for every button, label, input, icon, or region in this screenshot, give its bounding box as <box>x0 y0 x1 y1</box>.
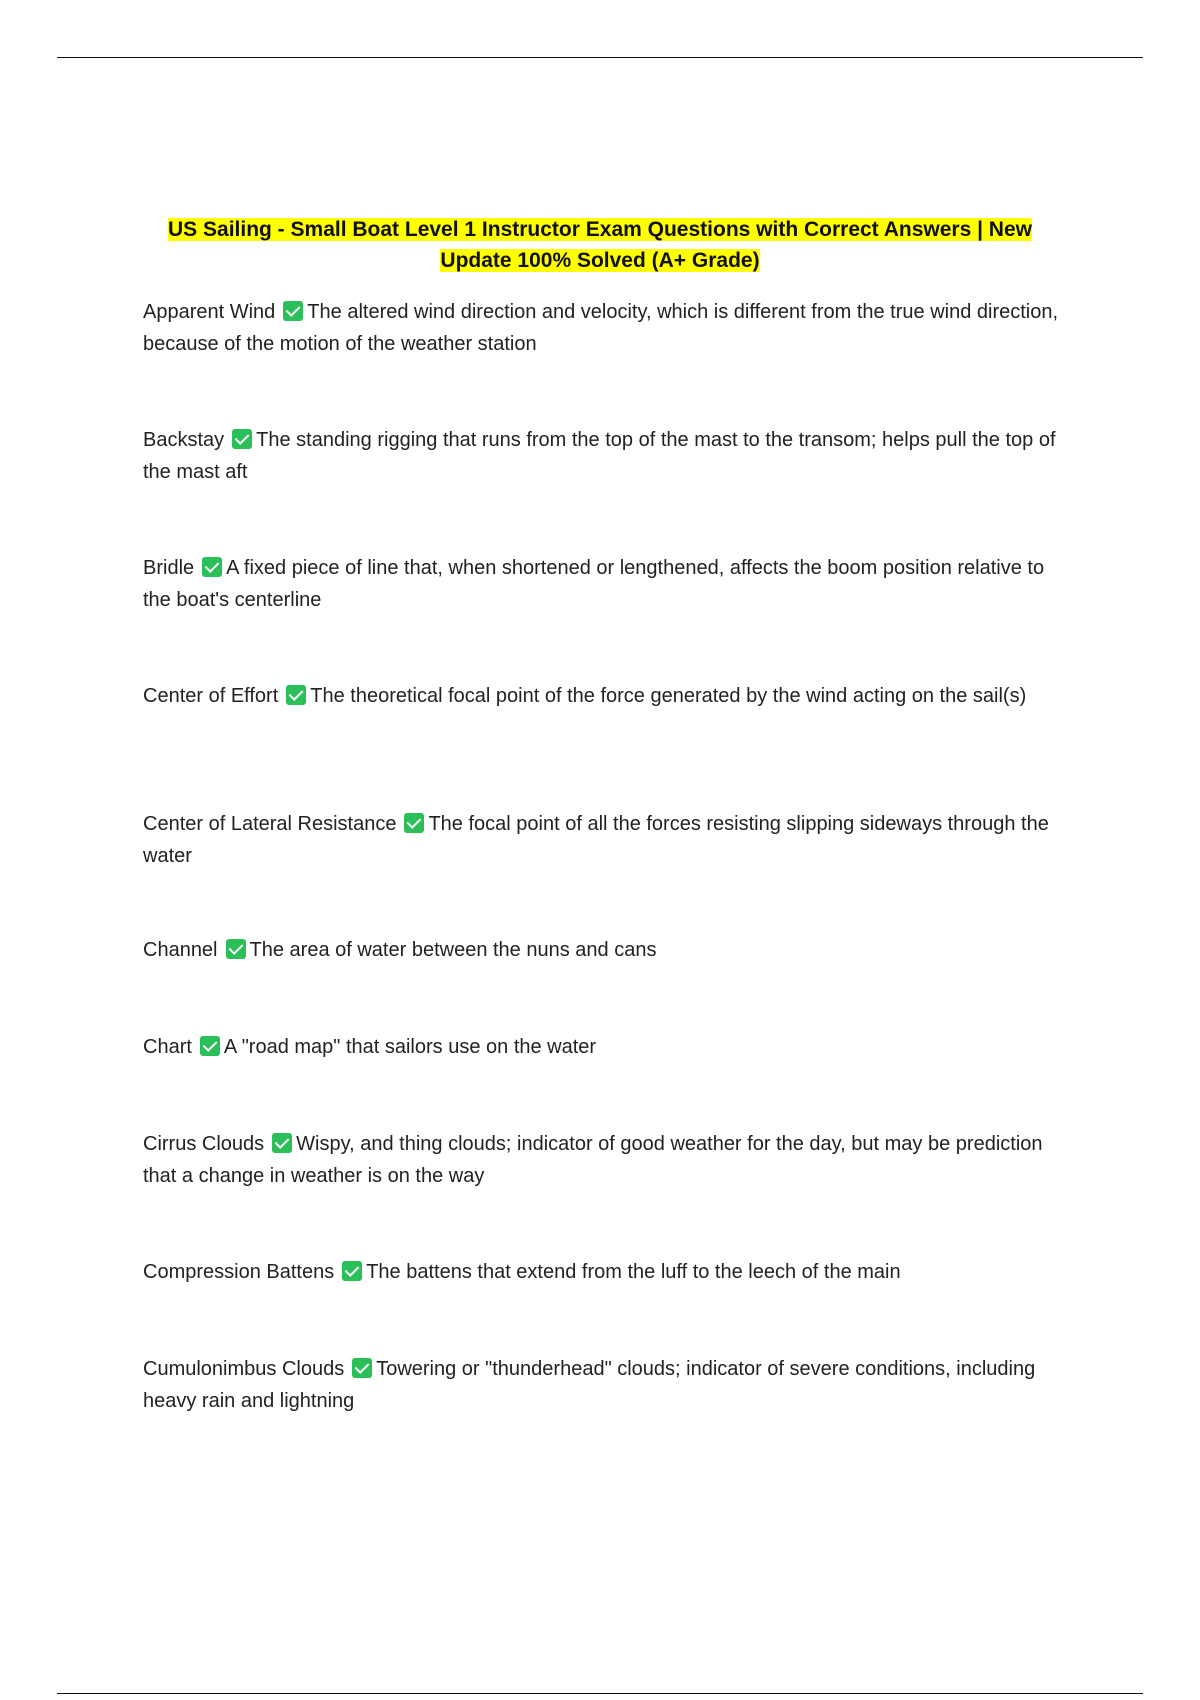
header-rule <box>57 57 1143 58</box>
definition: The standing rigging that runs from the top of the mast to the transom; helps pull the top of the mast aft <box>143 429 1056 483</box>
term: Apparent Wind <box>143 301 276 323</box>
term: Compression Battens <box>143 1261 335 1283</box>
term: Center of Effort <box>143 685 279 707</box>
check-box-icon <box>200 1036 220 1056</box>
definition: The area of water between the nuns and cans <box>249 939 657 961</box>
check-box-icon <box>232 429 252 449</box>
qa-entry <box>143 680 1073 712</box>
qa-entry <box>143 808 1073 872</box>
definition: Wispy, and thing clouds; indicator of good weather for the day, but may be prediction that a change in weather is on the way <box>143 1133 1043 1187</box>
qa-entry <box>143 1353 1073 1417</box>
definition: Towering or "thunderhead" clouds; indicator of severe conditions, including heavy rain and lightning <box>143 1358 1036 1412</box>
definition: A fixed piece of line that, when shortened or lengthened, affects the boom position relative to the boat's centerline <box>143 557 1045 611</box>
term: Cirrus Clouds <box>143 1133 265 1155</box>
check-box-icon <box>286 685 306 705</box>
check-box-icon <box>226 939 246 959</box>
qa-entry <box>143 296 1073 360</box>
definition: The focal point of all the forces resisting slipping sideways through the water <box>143 813 1049 867</box>
term: Center of Lateral Resistance <box>143 813 397 835</box>
term: Chart <box>143 1036 192 1058</box>
term: Cumulonimbus Clouds <box>143 1358 345 1380</box>
check-box-icon <box>272 1133 292 1153</box>
term: Channel <box>143 939 218 961</box>
qa-entry <box>143 1256 1073 1288</box>
qa-entry <box>143 934 1073 966</box>
definition: The theoretical focal point of the force generated by the wind acting on the sail(s) <box>310 685 1027 707</box>
term: Bridle <box>143 557 195 579</box>
definition: A "road map" that sailors use on the water <box>223 1036 597 1058</box>
document-title <box>143 214 1057 276</box>
check-box-icon <box>202 557 222 577</box>
title-text: US Sailing - Small Boat Level 1 Instructor Exam Questions with Correct Answers | New Update 100% Solved (A+ Grade) <box>168 218 1032 272</box>
check-box-icon <box>283 301 303 321</box>
check-box-icon <box>342 1261 362 1281</box>
term: Backstay <box>143 429 225 451</box>
check-box-icon <box>404 813 424 833</box>
definition: The altered wind direction and velocity, which is different from the true wind direction, because of the motion of the weather station <box>143 301 1059 355</box>
footer-rule <box>57 1693 1143 1694</box>
qa-entry <box>143 424 1073 488</box>
check-box-icon <box>352 1358 372 1378</box>
qa-entry <box>143 552 1073 616</box>
definition: The battens that extend from the luff to the leech of the main <box>366 1261 901 1283</box>
qa-entry <box>143 1128 1073 1192</box>
qa-entry <box>143 1031 1073 1063</box>
